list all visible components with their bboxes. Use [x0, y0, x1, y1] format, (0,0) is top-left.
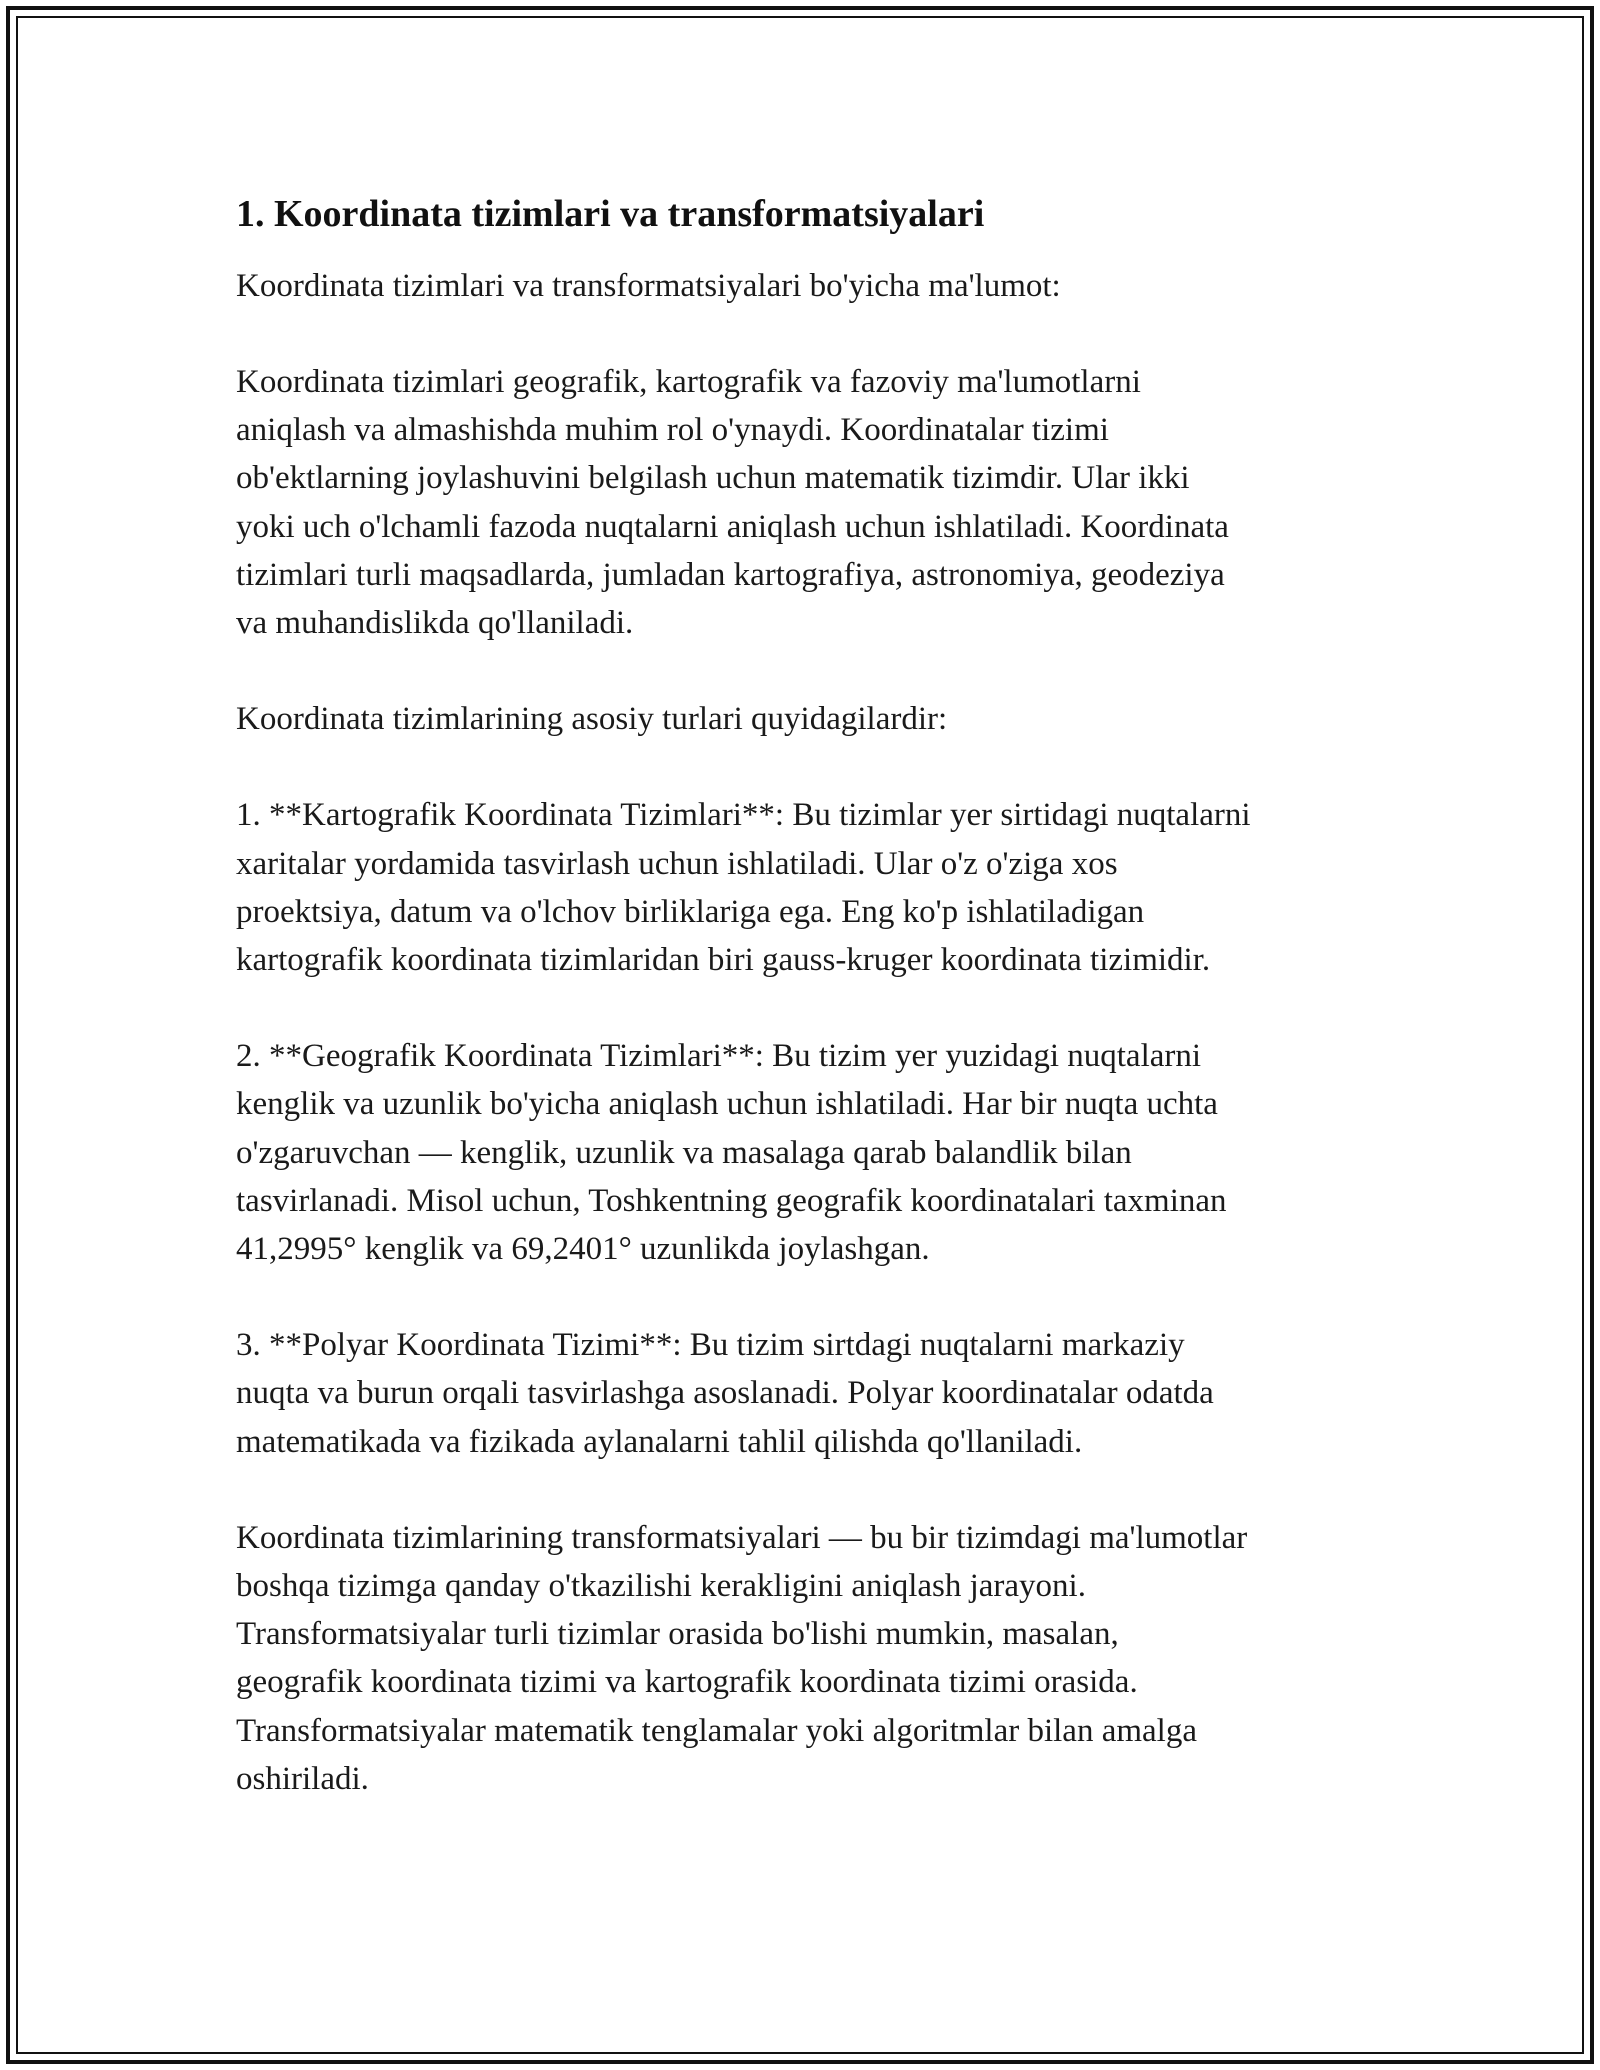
paragraph-overview: Koordinata tizimlari geografik, kartografik va fazoviy ma'lumotlarni aniqlash va almashishda muhim rol o'ynaydi. Koordinatalar tizimi ob'ektlarning joylashuvini belgilash uchun matematik tizimdir. Ular ikki yoki uch o'lchamli fazoda nuqtalarni aniqlash uchun ishlatiladi. Koordinata tizimlari turli maqsadlarda, jumladan kartografiya, astronomiya, geodeziya va muhandislikda qo'llaniladi.: [236, 364, 1229, 642]
paragraph-polar: 3. **Polyar Koordinata Tizimi**: Bu tizim sirtdagi nuqtalarni markaziy nuqta va burun orqali tasvirlashga asoslanadi. Polyar koordinatalar odatda matematikada va fizikada aylanalarni tahlil qilishda qo'llaniladi.: [236, 1327, 1214, 1460]
paragraph-types-intro: Koordinata tizimlarining asosiy turlari quyidagilardir:: [236, 701, 948, 738]
paragraph-transformations: Koordinata tizimlarining transformatsiyalari — bu bir tizimdagi ma'lumotlar boshqa tizimga qanday o'tkazilishi kerakligini aniqlash jarayoni. Transformatsiyalar turli tizimlar orasida bo'lishi mumkin, masalan, geografik koordinata tizimi va kartografik koordinata tizimi orasida. Transformatsiyalar matematik tenglamalar yoki algoritmlar bilan amalga oshiriladi.: [236, 1519, 1248, 1797]
section-heading: 1. Koordinata tizimlari va transformatsiyalari: [236, 193, 985, 235]
paragraph-geographic: 2. **Geografik Koordinata Tizimlari**: Bu tizim yer yuzidagi nuqtalarni kenglik va uzunlik bo'yicha aniqlash uchun ishlatiladi. Har bir nuqta uchta o'zgaruvchan — kenglik, uzunlik va masalaga qarab balandlik bilan tasvirlanadi. Misol uchun, Toshkentning geografik koordinatalari taxminan 41,2995° kenglik va 69,2401° uzunlikda joylashgan.: [236, 1038, 1227, 1268]
paragraph-cartographic: 1. **Kartografik Koordinata Tizimlari**: Bu tizimlar yer sirtidagi nuqtalarni xaritalar yordamida tasvirlash uchun ishlatiladi. Ular o'z o'ziga xos proektsiya, datum va o'lchov birliklariga ega. Eng ko'p ishlatiladigan kartografik koordinata tizimlaridan biri gauss-kruger koordinata tizimidir.: [236, 797, 1251, 979]
document-body: [236, 188, 1396, 1803]
intro-line: Koordinata tizimlari va transformatsiyalari bo'yicha ma'lumot:: [236, 268, 1061, 304]
